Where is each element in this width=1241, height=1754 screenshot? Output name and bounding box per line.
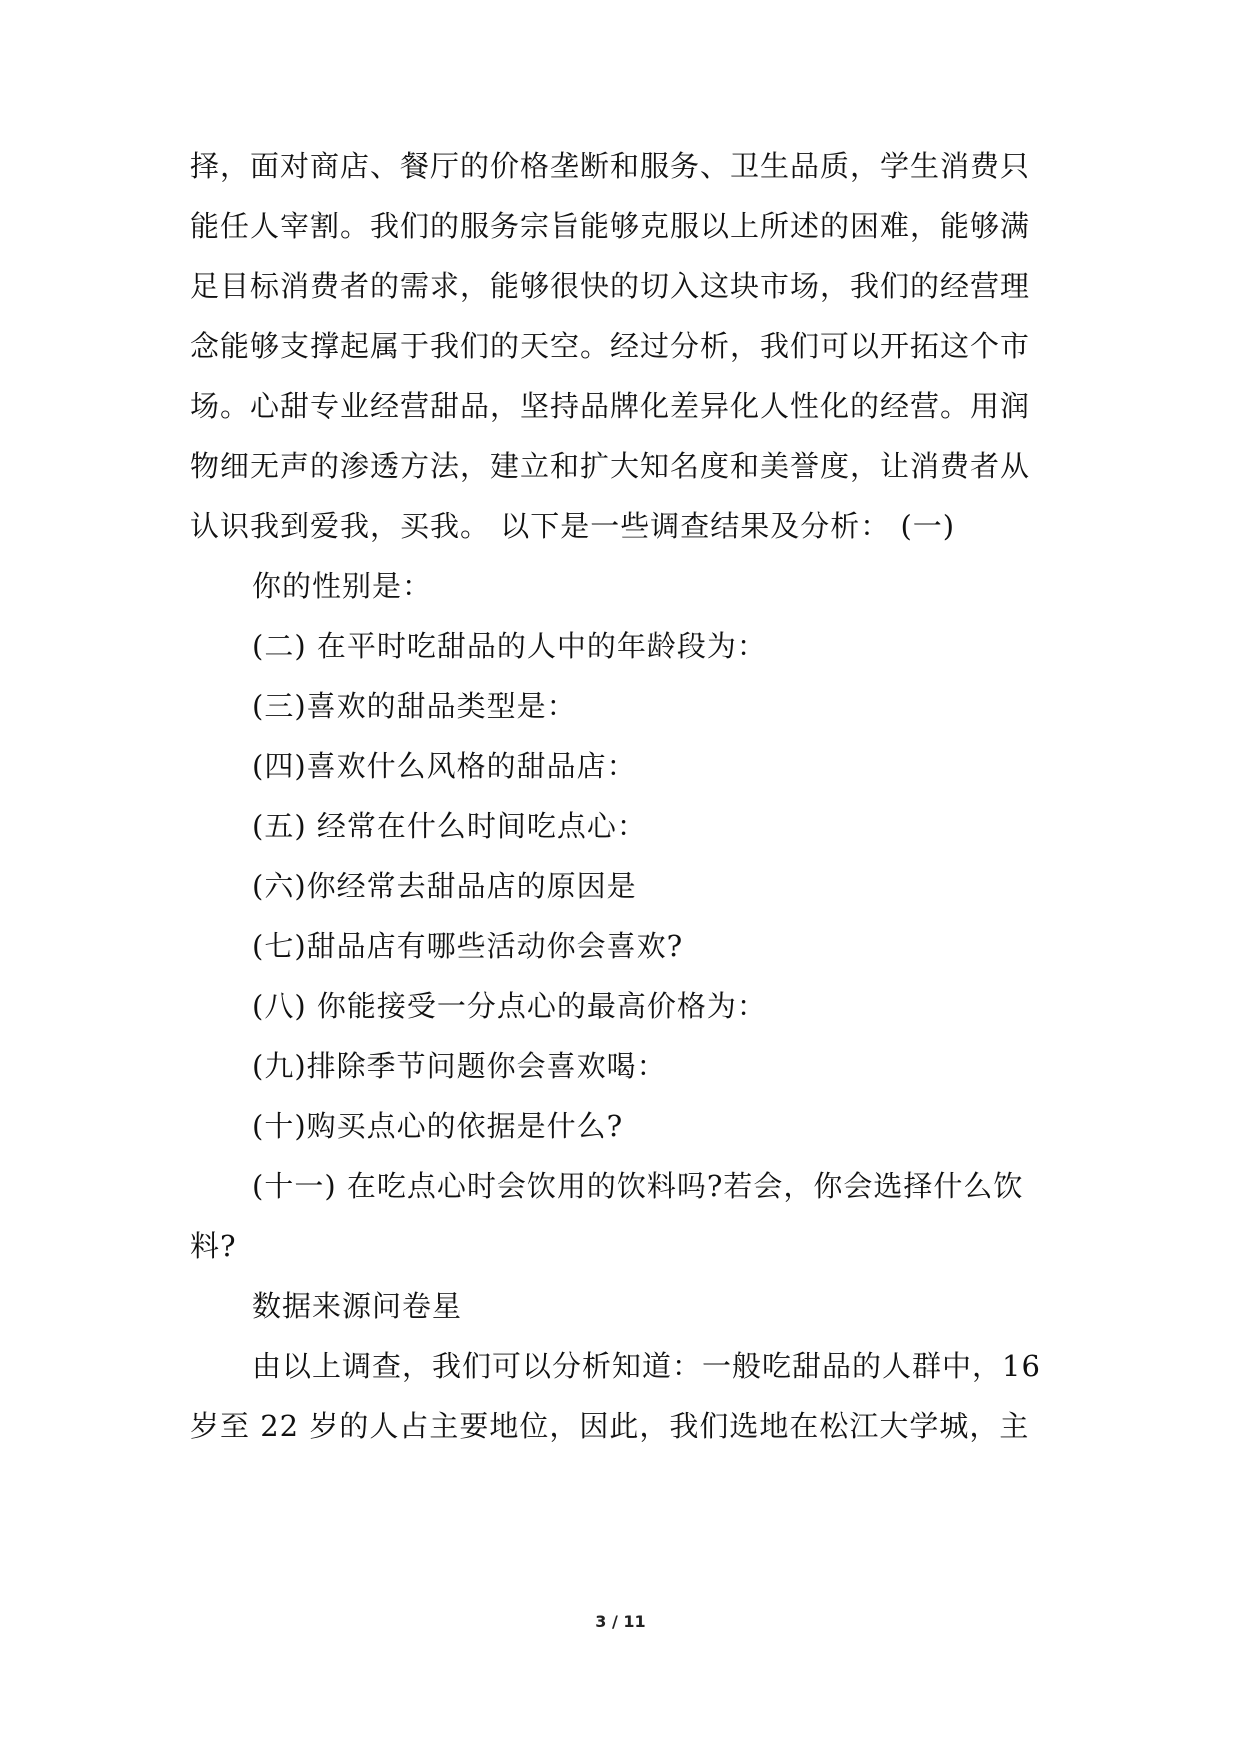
survey-item: (二) 在平时吃甜品的人中的年龄段为： bbox=[252, 629, 767, 663]
text-line: 料? bbox=[190, 1229, 237, 1263]
survey-item: (五) 经常在什么时间吃点心： bbox=[252, 809, 647, 843]
survey-item: (十一) 在吃点心时会饮用的饮料吗?若会，你会选择什么饮 bbox=[252, 1169, 1024, 1203]
text-line: 物细无声的渗透方法，建立和扩大知名度和美誉度，让消费者从 bbox=[190, 449, 1031, 483]
page-number: 3 / 11 bbox=[595, 1612, 646, 1631]
survey-item: (八) 你能接受一分点心的最高价格为： bbox=[252, 989, 767, 1023]
survey-item: (六)你经常去甜品店的原因是 bbox=[252, 869, 637, 903]
text-line: 岁至 22 岁的人占主要地位，因此，我们选地在松江大学城，主 bbox=[190, 1409, 1030, 1443]
text-line: 场。心甜专业经营甜品，坚持品牌化差异化人性化的经营。用润 bbox=[190, 389, 1031, 423]
survey-item: (九)排除季节问题你会喜欢喝： bbox=[252, 1049, 667, 1083]
survey-item: (十)购买点心的依据是什么? bbox=[252, 1109, 624, 1143]
survey-item: 你的性别是： bbox=[252, 569, 433, 603]
text-line: 由以上调查，我们可以分析知道：一般吃甜品的人群中，16 bbox=[252, 1349, 1041, 1383]
survey-item: (三)喜欢的甜品类型是： bbox=[252, 689, 577, 723]
text-line: 能任人宰割。我们的服务宗旨能够克服以上所述的困难，能够满 bbox=[190, 209, 1031, 243]
data-source-note: 数据来源问卷星 bbox=[252, 1289, 463, 1323]
text-line: 足目标消费者的需求，能够很快的切入这块市场，我们的经营理 bbox=[190, 269, 1031, 303]
survey-item: (七)甜品店有哪些活动你会喜欢? bbox=[252, 929, 684, 963]
text-line: 择，面对商店、餐厅的价格垄断和服务、卫生品质，学生消费只 bbox=[190, 149, 1031, 183]
survey-item: (四)喜欢什么风格的甜品店： bbox=[252, 749, 637, 783]
text-line: 念能够支撑起属于我们的天空。经过分析，我们可以开拓这个市 bbox=[190, 329, 1031, 363]
text-line: 认识我到爱我，买我。 以下是一些调查结果及分析： (一) bbox=[190, 509, 956, 543]
